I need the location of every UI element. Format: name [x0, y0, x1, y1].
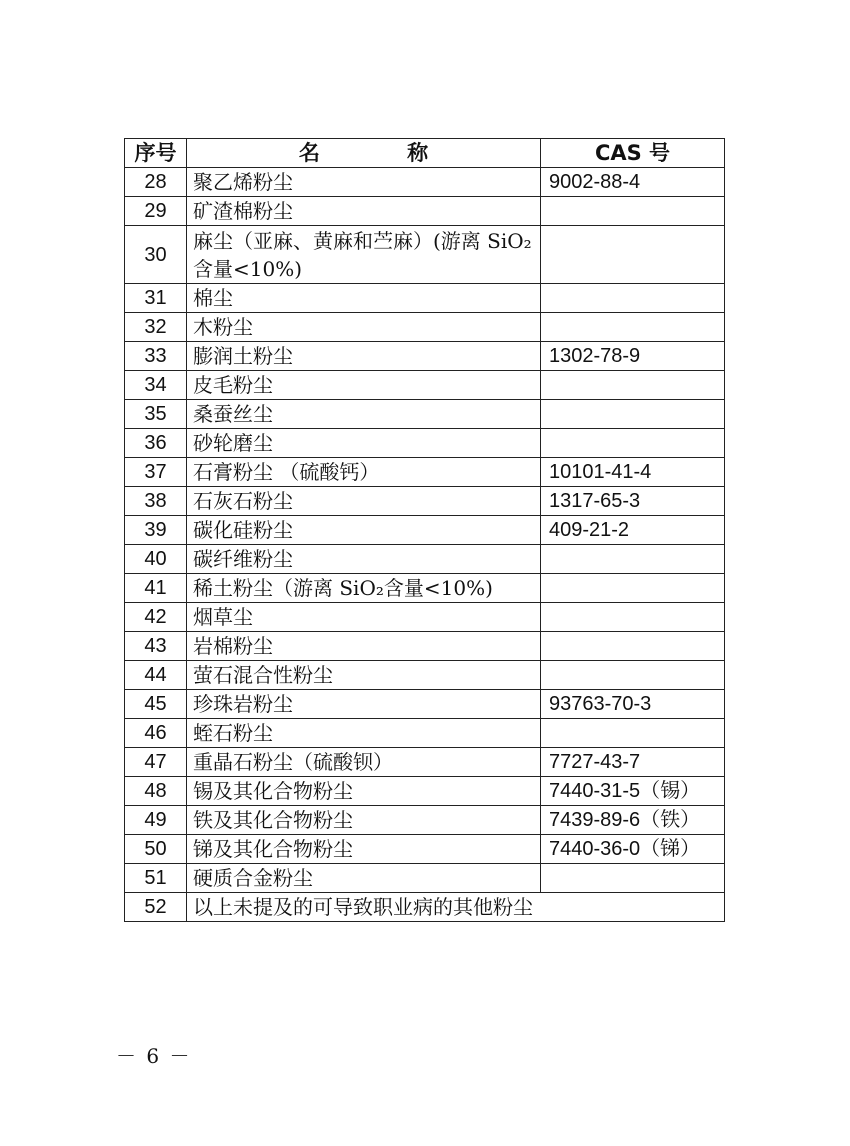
row-index: 29: [125, 197, 187, 226]
row-index: 43: [125, 632, 187, 661]
table-row: [125, 777, 725, 806]
row-index: 51: [125, 864, 187, 893]
row-cas: [541, 284, 725, 313]
row-cas: [541, 371, 725, 400]
row-cas: [541, 632, 725, 661]
table-row: [125, 400, 725, 429]
row-cas: [541, 545, 725, 574]
row-cas: [541, 400, 725, 429]
table-header-row: [125, 139, 725, 168]
row-cas: 93763-70-3: [541, 690, 725, 719]
row-name: 皮毛粉尘: [187, 371, 541, 400]
table-row: [125, 168, 725, 197]
row-name: 木粉尘: [187, 313, 541, 342]
row-index: 46: [125, 719, 187, 748]
row-name: 蛭石粉尘: [187, 719, 541, 748]
table-row: [125, 806, 725, 835]
row-index: 28: [125, 168, 187, 197]
header-index: 序号: [125, 139, 187, 168]
row-name: 棉尘: [187, 284, 541, 313]
row-name: 硬质合金粉尘: [187, 864, 541, 893]
row-name: 萤石混合性粉尘: [187, 661, 541, 690]
table-row: [125, 661, 725, 690]
row-name: 膨润土粉尘: [187, 342, 541, 371]
row-cas: 7440-31-5（锡）: [541, 777, 725, 806]
row-name: 碳化硅粉尘: [187, 516, 541, 545]
row-cas: [541, 574, 725, 603]
row-index: 31: [125, 284, 187, 313]
row-cas: 409-21-2: [541, 516, 725, 545]
row-index: 48: [125, 777, 187, 806]
row-index: 30: [125, 226, 187, 284]
row-cas: [541, 603, 725, 632]
table-row: [125, 603, 725, 632]
row-index: 35: [125, 400, 187, 429]
row-index: 41: [125, 574, 187, 603]
row-cas: [541, 864, 725, 893]
table-row: [125, 835, 725, 864]
row-name: 以上未提及的可导致职业病的其他粉尘: [187, 893, 725, 922]
header-name: 名 称: [187, 139, 541, 168]
row-index: 39: [125, 516, 187, 545]
row-index: 47: [125, 748, 187, 777]
table-row: [125, 748, 725, 777]
row-cas: 9002-88-4: [541, 168, 725, 197]
row-name: 矿渣棉粉尘: [187, 197, 541, 226]
table-row: [125, 690, 725, 719]
row-name: 稀土粉尘（游离 SiO₂含量<10%): [187, 574, 541, 603]
row-index: 37: [125, 458, 187, 487]
row-index: 32: [125, 313, 187, 342]
table-row: [125, 632, 725, 661]
row-index: 45: [125, 690, 187, 719]
row-name: 锡及其化合物粉尘: [187, 777, 541, 806]
row-name: 砂轮磨尘: [187, 429, 541, 458]
row-cas: [541, 313, 725, 342]
table-row: [125, 458, 725, 487]
table-row: [125, 574, 725, 603]
dust-table: [124, 138, 725, 922]
row-index: 52: [125, 893, 187, 922]
row-cas: 1317-65-3: [541, 487, 725, 516]
row-name: 聚乙烯粉尘: [187, 168, 541, 197]
row-cas: 10101-41-4: [541, 458, 725, 487]
row-name: 桑蚕丝尘: [187, 400, 541, 429]
table-row: [125, 284, 725, 313]
row-index: 38: [125, 487, 187, 516]
row-index: 40: [125, 545, 187, 574]
row-name: 石灰石粉尘: [187, 487, 541, 516]
row-name: 铁及其化合物粉尘: [187, 806, 541, 835]
row-cas: [541, 661, 725, 690]
table-row: [125, 371, 725, 400]
row-index: 49: [125, 806, 187, 835]
row-cas: 7439-89-6（铁）: [541, 806, 725, 835]
header-cas: CAS 号: [541, 139, 725, 168]
table-row: [125, 313, 725, 342]
row-cas: 7727-43-7: [541, 748, 725, 777]
row-name: 珍珠岩粉尘: [187, 690, 541, 719]
row-name: 碳纤维粉尘: [187, 545, 541, 574]
row-index: 34: [125, 371, 187, 400]
table-row: [125, 719, 725, 748]
row-cas: [541, 226, 725, 284]
row-index: 44: [125, 661, 187, 690]
row-cas: 1302-78-9: [541, 342, 725, 371]
row-index: 50: [125, 835, 187, 864]
table-row: [125, 487, 725, 516]
table-row: [125, 864, 725, 893]
row-name: 烟草尘: [187, 603, 541, 632]
row-index: 36: [125, 429, 187, 458]
page-number: － 6 －: [116, 1044, 192, 1068]
row-name: 麻尘（亚麻、黄麻和苎麻）(游离 SiO₂含量<10%): [187, 226, 541, 284]
table-row: [125, 226, 725, 284]
row-name: 重晶石粉尘（硫酸钡）: [187, 748, 541, 777]
table-row: [125, 429, 725, 458]
table-row: [125, 197, 725, 226]
row-index: 33: [125, 342, 187, 371]
row-cas: [541, 197, 725, 226]
row-name: 石膏粉尘 （硫酸钙）: [187, 458, 541, 487]
table-row: [125, 342, 725, 371]
row-name: 锑及其化合物粉尘: [187, 835, 541, 864]
table-row: [125, 516, 725, 545]
row-cas: 7440-36-0（锑）: [541, 835, 725, 864]
row-index: 42: [125, 603, 187, 632]
table-row: [125, 893, 725, 922]
row-cas: [541, 429, 725, 458]
table-row: [125, 545, 725, 574]
row-cas: [541, 719, 725, 748]
row-name: 岩棉粉尘: [187, 632, 541, 661]
